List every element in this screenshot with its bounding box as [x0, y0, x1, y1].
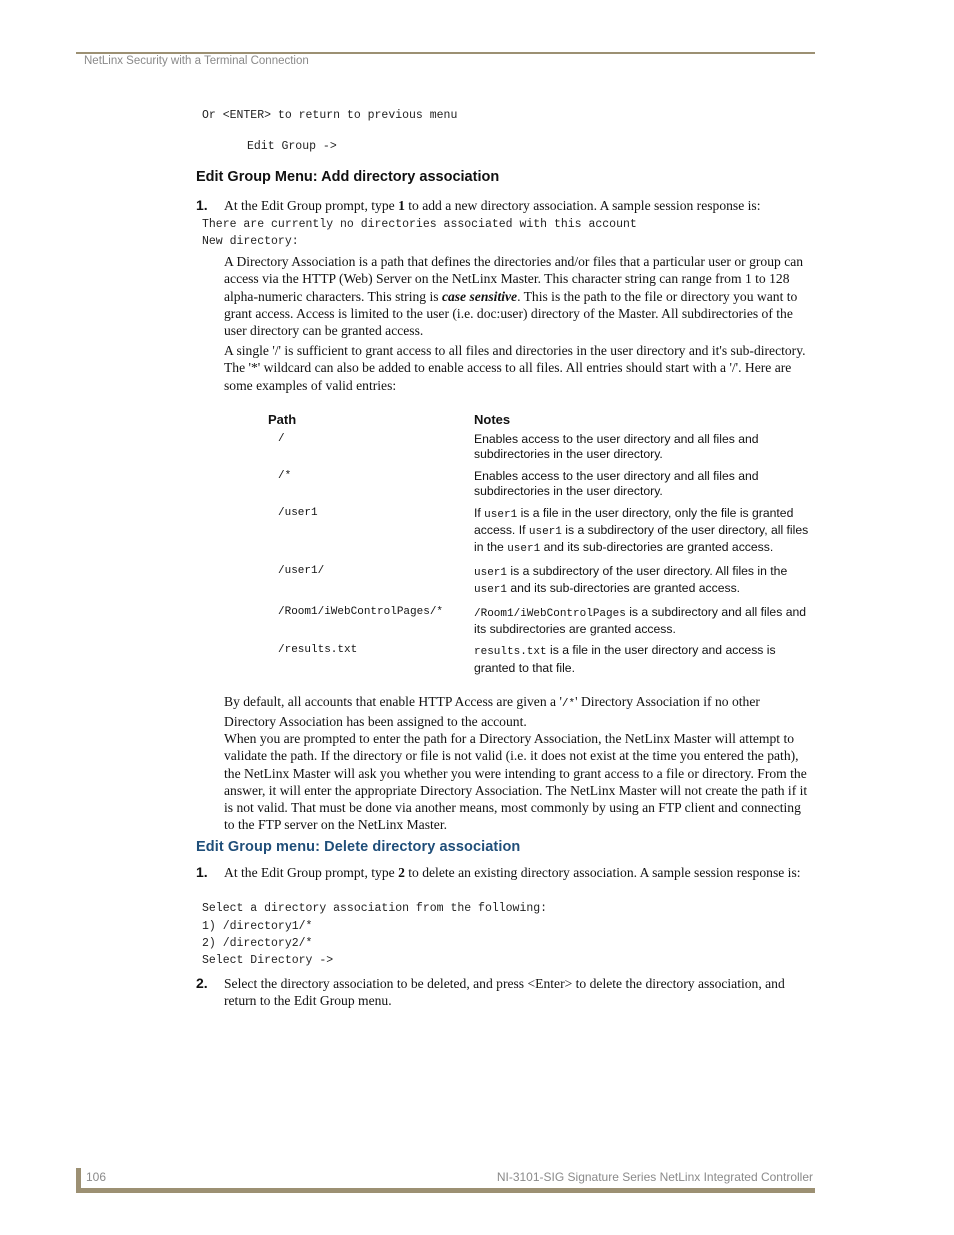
table-row [268, 643, 812, 682]
column-header-notes: Notes [474, 412, 511, 427]
notes-cell: Enables access to the user directory and all files and subdirectories in the user directory. [474, 468, 759, 499]
step-text: Select the directory association to be deleted, and press <Enter> to delete the directory association, and return to the Edit Group menu. [224, 976, 785, 1009]
step-text: At the Edit Group prompt, type 2 to delete an existing directory association. A sample session response is: [224, 865, 801, 880]
code-line: 1) /directory1/* [202, 920, 313, 933]
running-head: NetLinx Security with a Terminal Connection [84, 55, 309, 67]
paragraph: A single '/' is sufficient to grant access to all files and directories in the user directory and it's sub-directory. The '*' wildcard can also be added to enable access to all files. All entries should start with a '/'. Here are some examples of valid entries: [224, 343, 806, 393]
table-row [268, 564, 812, 605]
code-line: Or <ENTER> to return to previous menu [202, 109, 458, 122]
code-line: 2) /directory2/* [202, 937, 313, 950]
table-row [268, 605, 812, 644]
path-cell: /results.txt [278, 644, 358, 657]
table-row [268, 506, 812, 564]
code-line: New directory: [202, 235, 299, 248]
step-text: At the Edit Group prompt, type 1 to add a new directory association. A sample session response is: [224, 198, 761, 213]
path-cell: /Room1/iWebControlPages/* [278, 605, 444, 618]
table-row [268, 432, 812, 469]
notes-cell: /Room1/iWebControlPages is a subdirectory and all files and its subdirectories are granted access. [474, 604, 807, 637]
document-title: NI-3101-SIG Signature Series NetLinx Integrated Controller [496, 1170, 813, 1184]
notes-cell: If user1 is a file in the user directory, only the file is granted access. If user1 is a subdirectory of the user directory, all files in the user1 and its sub-directories are granted access. [474, 505, 809, 556]
notes-cell: Enables access to the user directory and all files and subdirectories in the user directory. [474, 432, 759, 462]
path-examples-table [268, 412, 812, 682]
code-line: Select Directory -> [202, 954, 334, 967]
header-rule [76, 52, 815, 54]
path-cell: /user1/ [278, 564, 325, 577]
code-line: There are currently no directories associated with this account [202, 218, 637, 231]
path-cell: /user1 [278, 506, 318, 519]
code-line: Edit Group -> [247, 140, 337, 153]
notes-cell: user1 is a subdirectory of the user directory. All files in the user1 and its sub-directories are granted access. [474, 563, 788, 597]
footer-rule [76, 1188, 815, 1193]
section-heading-add: Edit Group Menu: Add directory association [196, 169, 500, 185]
step-number: 1. [196, 197, 208, 213]
path-cell: /* [278, 469, 292, 482]
page-number: 106 [86, 1170, 107, 1184]
paragraph: A Directory Association is a path that defines the directories and/or files that a particular user or group can access via the HTTP (Web) Server on the NetLinx Master. This character string can range from 1 to 128 alpha-numeric characters. This string is case sensitive. This is the path to the file or directory you want to grant access. Access is limited to the user (i.e. doc:user) directory of the Master. All subdirectories of the user directory can be granted access. [224, 254, 804, 339]
path-cell: / [278, 433, 285, 445]
notes-cell: results.txt is a file in the user directory and access is granted to that file. [474, 643, 776, 675]
section-heading-delete: Edit Group menu: Delete directory association [196, 839, 521, 855]
step-number: 2. [196, 975, 208, 991]
table-header-row [268, 412, 812, 432]
code-line: Select a directory association from the following: [202, 902, 548, 915]
paragraph: By default, all accounts that enable HTTP Access are given a '/*' Directory Association if no other Directory Association has been assigned to the account. [224, 694, 760, 730]
paragraph: When you are prompted to enter the path for a Directory Association, the NetLinx Master will attempt to validate the path. If the directory or file is not valid (i.e. it does not exist at the time you entered the path), the NetLinx Master will ask you whether you were intending to grant access to a file or directory. From the answer, it will enter the appropriate Directory Association. The NetLinx Master will not create the path if it is not valid. That must be done via another means, most commonly by using an FTP client and connecting to the FTP server on the NetLinx Master. [224, 731, 808, 833]
column-header-path: Path [268, 412, 297, 427]
table-row [268, 469, 812, 506]
step-number: 1. [196, 864, 208, 880]
